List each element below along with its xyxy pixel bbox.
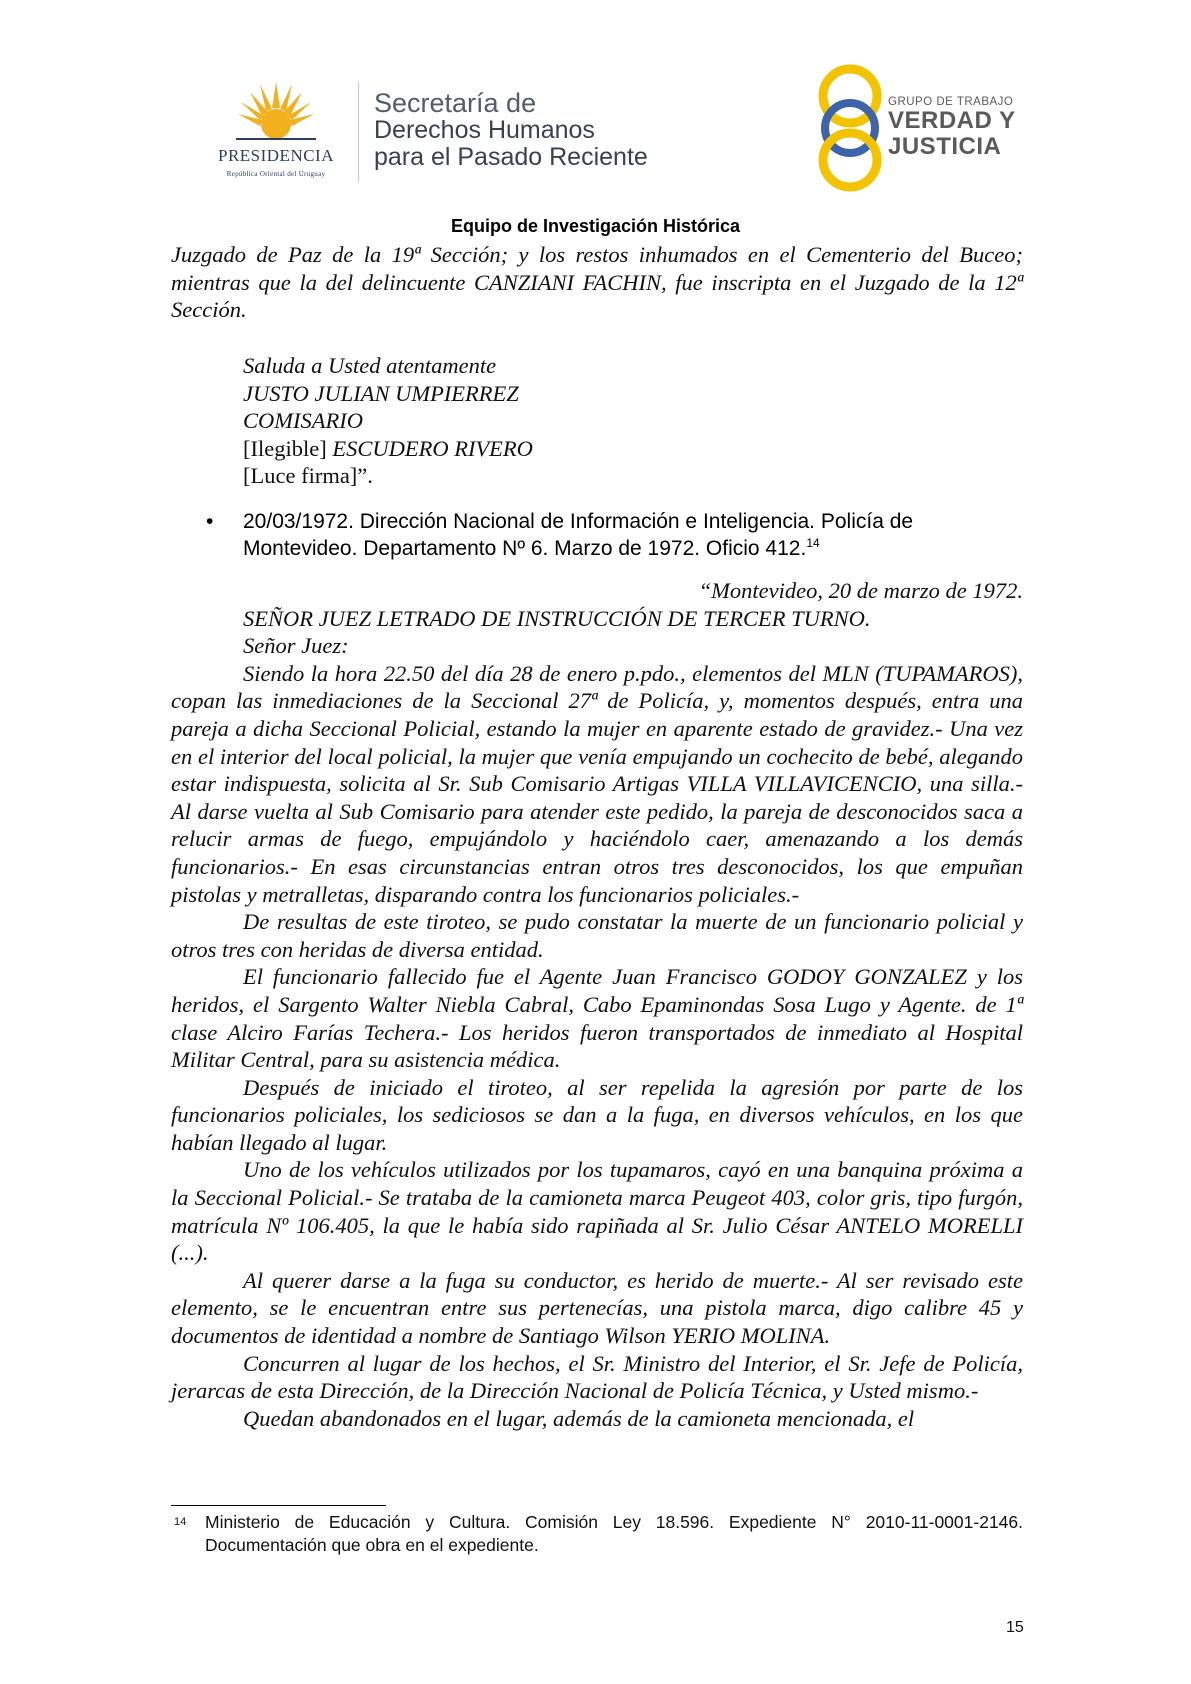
footnote-separator: [171, 1505, 386, 1506]
grupo-line-1: GRUPO DE TRABAJO: [888, 96, 1014, 108]
letter-paragraph: De resultas de este tiroteo, se pudo constatar la muerte de un funcionario policial y otros tres con heridas de diversa entidad.: [171, 909, 1023, 962]
footnote-ref[interactable]: 14: [806, 536, 820, 550]
signature-name: ESCUDERO RIVERO: [332, 435, 533, 461]
footnote: [171, 1511, 1023, 1557]
bullet-dot-icon: •: [206, 510, 214, 533]
secretaria-line-2: Derechos Humanos: [374, 116, 595, 144]
team-title: Equipo de Investigación Histórica: [450, 216, 741, 236]
page-header: [0, 0, 1191, 215]
letter-paragraph: Concurren al lugar de los hechos, el Sr. Ministro del Interior, el Sr. Jefe de Policía, jerarcas de esta Dirección, de la Dirección Nacional de Policía Técnica, y Usted mismo.-: [171, 1350, 1023, 1404]
letter-body: [171, 577, 1023, 1432]
secretaria-title: [374, 90, 648, 171]
letter-paragraph: El funcionario fallecido fue el Agente Juan Francisco GODOY GONZALEZ y los heridos, el Sargento Walter Niebla Cabral, Cabo Epaminondas Sosa Lugo y Agente. de 1ª clase Alciro Farías Techera.- Los heridos fueron transportados de inmediato al Hospital Militar Central, para su asistencia médica.: [171, 964, 1023, 1073]
grupo-trabajo-text: [888, 96, 1016, 160]
letter-paragraph: Uno de los vehículos utilizados por los tupamaros, cayó en una banquina próxima a la Seccional Policial.- Se trataba de la camioneta marca Peugeot 403, color gris, tipo furgón, matrícula Nº 106.405, la que le había sido rapiñada al Sr. Julio César ANTELO MORELLI (...).: [171, 1157, 1023, 1266]
letter-paragraph: Siendo la hora 22.50 del día 28 de enero p.pdo., elementos del MLN (TUPAMAROS), copan las inmediaciones de la Seccional 27ª de Policía, y, momentos después, entra una pareja a dicha Seccional Policial, estando la mujer en aparente estado de gravidez.- Una vez en el interior del local policial, la mujer que venía empujando un cochecito de bebé, alegando estar indispuesta, solicita al Sr. Sub Comisario Artigas VILLA VILLAVICENCIO, una silla.- Al darse vuelta al Sub Comisario para atender este pedido, la pareja de desconocidos saca a relucir armas de fuego, empujándolo y haciéndolo caer, amenazando a los demás funcionarios.- En esas circunstancias entran otros tres desconocidos, los que empuñan pistolas y metralletas, disparando contra los funcionarios policiales.-: [171, 660, 1023, 907]
secretaria-line-3: para el Pasado Reciente: [374, 143, 648, 171]
letter-paragraph: Quedan abandonados en el lugar, además de la camioneta mencionada, el: [243, 1405, 915, 1431]
grupo-line-3: JUSTICIA: [888, 133, 1002, 160]
bullet-text-wrap: [243, 508, 1026, 562]
illegible-tag: [Ilegible]: [243, 435, 327, 461]
letter-paragraph: Al querer darse a la fuga su conductor, es herido de muerte.- Al ser revisado este elemento, se le encuentran entre sus pertenecías, una pistola marca, digo calibre 45 y documentos de identidad a nombre de Santiago Wilson YERIO MOLINA.: [171, 1267, 1023, 1349]
letter-date: “Montevideo, 20 de marzo de 1972.: [698, 578, 1023, 603]
signature-block: [243, 352, 533, 490]
opening-paragraph-text: Juzgado de Paz de la 19ª Sección; y los restos inhumados en el Cementerio del Buceo; mientras que la del delincuente CANZIANI FACHIN, fue inscripta en el Juzgado de la 12ª Sección.: [171, 242, 1023, 323]
opening-paragraph: [171, 241, 1023, 324]
header-divider: [358, 82, 359, 182]
secretaria-line-1: Secretaría de: [374, 88, 537, 118]
signature-line-2: JUSTO JULIAN UMPIERREZ: [243, 380, 519, 406]
signature-line-4: [243, 435, 533, 463]
presidencia-wordmark: PRESIDENCIA: [217, 146, 334, 165]
footnote-text: Ministerio de Educación y Cultura. Comisión Ley 18.596. Expediente N° 2010-11-0001-2146. Documentación que obra en el expediente.: [205, 1512, 1023, 1555]
signature-line-1: Saluda a Usted atentamente: [243, 353, 497, 378]
letter-addressee: SEÑOR JUEZ LETRADO DE INSTRUCCIÓN DE TERCER TURNO.: [243, 605, 871, 631]
grupo-line-2: VERDAD Y: [888, 107, 1016, 134]
page-number: 15: [1006, 1619, 1024, 1636]
signature-line-5: [Luce firma]”.: [243, 463, 373, 489]
signature-line-3: COMISARIO: [243, 408, 363, 434]
sun-emblem-icon: [236, 80, 316, 148]
presidencia-subtitle: República Oriental del Uruguay: [226, 170, 326, 178]
letter-salutation: Señor Juez:: [243, 633, 349, 659]
presidencia-logo: [196, 80, 356, 180]
letter-paragraph: Después de iniciado el tiroteo, al ser repelida la agresión por parte de los funcionarios policiales, los sediciosos se dan a la fuga, en diversos vehículos, en los que habían llegado al lugar.: [171, 1074, 1023, 1155]
bullet-text: 20/03/1972. Dirección Nacional de Información e Inteligencia. Policía de Montevideo. Departamento Nº 6. Marzo de 1972. Oficio 412.: [243, 510, 914, 560]
footnote-number: 14: [174, 1516, 187, 1528]
